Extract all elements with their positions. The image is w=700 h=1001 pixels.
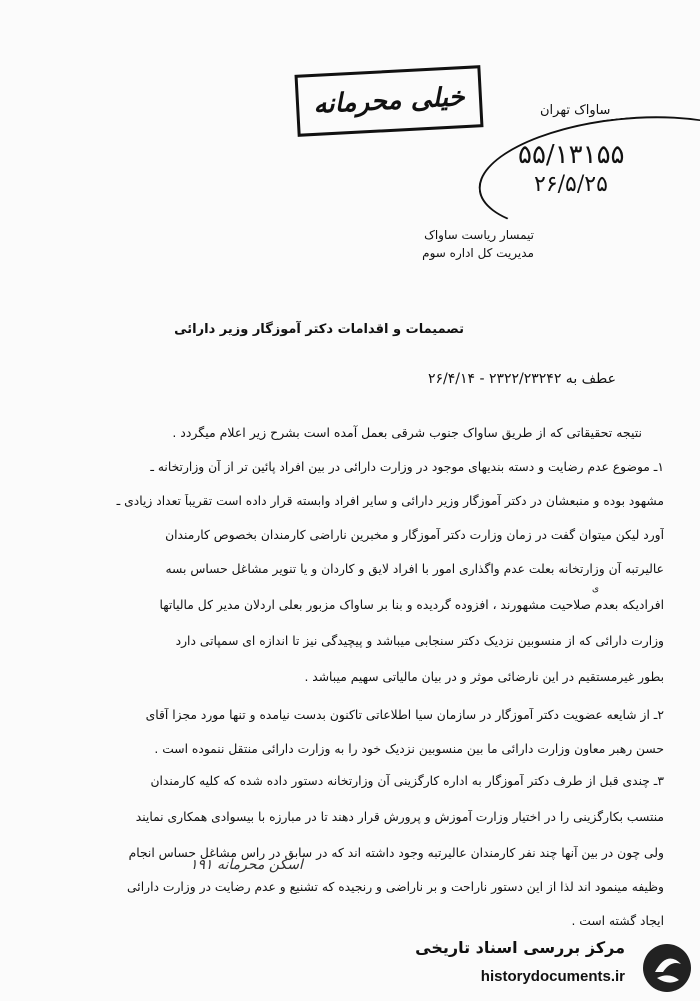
- handwritten-annotation: اسکن محرمانه ۱۹۱: [190, 857, 303, 873]
- body-line: مشهود بوده و منبعشان در دکتر آموزگار وزیر دارائی و سایر افراد وابسته قرار داده است تقریباً تعداد زیادی ـ: [116, 494, 664, 508]
- body-line: عالیرتبه آن وزارتخانه بعلت عدم واگذاری امور با افراد لایق و کاردان و یا تنویر مشاغل حساس بسه: [165, 562, 664, 576]
- archive-name: مرکز بررسی اسناد تاریخی: [415, 938, 625, 957]
- recipient: تیمسار ریاست ساواک: [424, 228, 534, 242]
- body-line: ۱ـ موضوع عدم رضایت و دسته بندیهای موجود در وزارت دارائی در بین افراد پائین تر از آن وزارتخانه ـ: [150, 460, 664, 474]
- body-line: بطور غیرمستقیم در این نارضائی موثر و در بیان مالیاتی سهیم میباشد .: [304, 670, 664, 684]
- body-line: ۳ـ چندی قبل از طرف دکتر آموزگار به اداره کارگزینی آن وزارتخانه دستور داده شده که کلیه کارمندان: [150, 774, 664, 788]
- body-line: آورد لیکن میتوان گفت در زمان وزارت دکتر آموزگار و مخبرین ناراضی کارمندان بخصوص کارمندان: [165, 528, 664, 542]
- body-line: وظیفه مینمود اند لذا از این دستور ناراحت و بر ناراضی و رنجیده که تشنیع و عدم رضایت در وزارت دارائی: [127, 880, 664, 894]
- body-line: افرادیکه بعدم صلاحیت مشهورند ، افزوده گردیده و بنا بر ساواک مزبور بعلی اردلان مدیر کل مالیاتها: [159, 598, 664, 612]
- body-line: وزارت دارائی که از منسوبین نزدیک دکتر سنجابی میباشد و پیچیدگی نیز تا اندازه ای سمپاتی دارد: [175, 634, 664, 648]
- body-line: ۲ـ از شایعه عضویت دکتر آموزگار در سازمان سیا اطلاعاتی تاکنون بدست نیامده و تنها مورد مجزا آقای: [145, 708, 664, 722]
- body-line: حسن رهبر معاون وزارت دارائی ما بین منسوبین نزدیک خود را به وزارت دارائی منتقل ننموده است .: [154, 742, 664, 756]
- body-line: منتسب بکارگزینی را در اختیار وزارت آموزش و پرورش قرار دهند تا در مبارزه با بیسوادی همکاری نمایند: [135, 810, 664, 824]
- archive-logo-icon: [641, 942, 693, 994]
- body-line: ولی چون در بین آنها چند نفر کارمندان عالیرتبه وجود داشته اند که در سابق در راس مشاغل حساس انجام: [128, 846, 664, 860]
- body-line: ایجاد گشته است .: [571, 914, 664, 928]
- organization-name: ساواک تهران: [540, 103, 611, 118]
- reference-line: عطف به ۲۳۲۲/۲۳۲۴۲ - ۲۶/۴/۱۴: [427, 371, 616, 387]
- confidential-stamp: خیلی محرمانه: [295, 65, 484, 137]
- intro-paragraph: نتیجه تحقیقاتی که از طریق ساواک جنوب شرقی بعمل آمده است بشرح زیر اعلام میگردد .: [172, 425, 642, 440]
- document-number: ۵۵/۱۳۱۵۵: [518, 140, 625, 170]
- archive-watermark: [395, 938, 695, 996]
- archive-website: historydocuments.ir: [480, 968, 625, 985]
- margin-note: ی: [592, 584, 600, 594]
- department: مدیریت کل اداره سوم: [422, 246, 534, 260]
- subject-line: تصمیمات و اقدامات دکتر آموزگار وزیر دارائی: [174, 322, 464, 337]
- document-date: ۲۶/۵/۲۵: [534, 172, 608, 197]
